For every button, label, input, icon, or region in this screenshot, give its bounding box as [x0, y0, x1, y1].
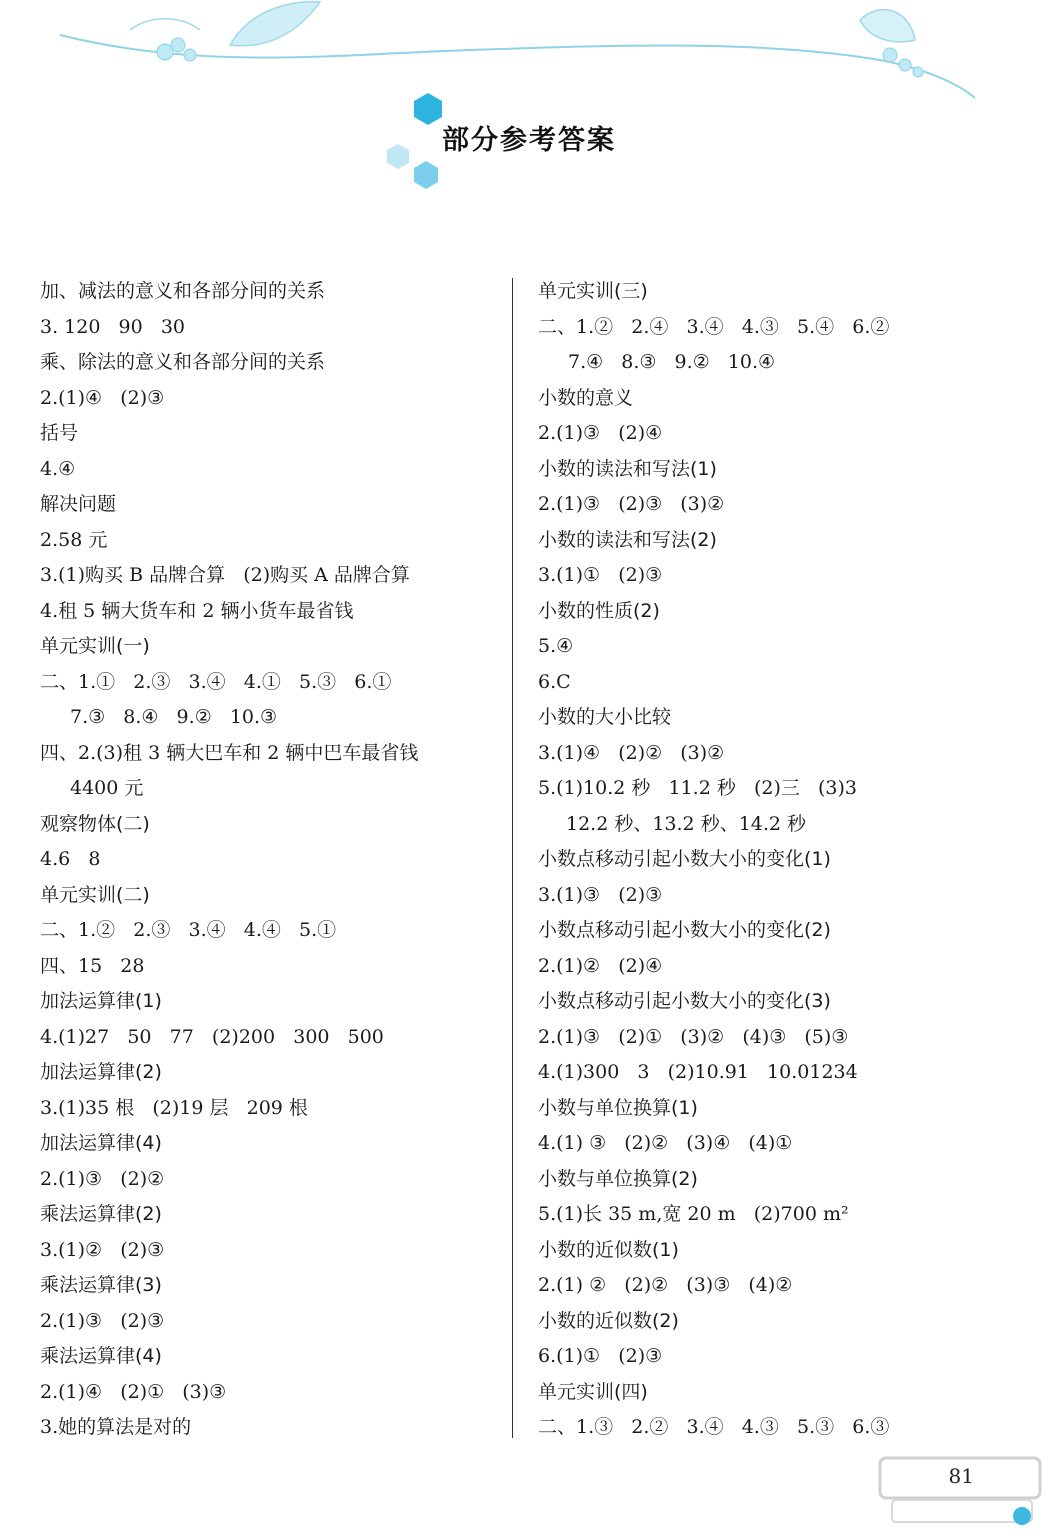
section-heading: 小数与单位换算(2) — [538, 1167, 698, 1190]
section-heading: 观察物体(二) — [40, 812, 150, 835]
section-heading: 小数的近似数(2) — [538, 1309, 679, 1332]
answer-line: 5.(1)10.2 秒 11.2 秒 (2)三 (3)3 — [538, 777, 858, 799]
section-heading: 小数的读法和写法(1) — [538, 457, 717, 480]
answer-line: 4.租 5 辆大货车和 2 辆小货车最省钱 — [40, 599, 354, 622]
answer-line: 2.(1)③ (2)③ (3)② — [538, 493, 725, 515]
answer-line: 7.③ 8.④ 9.② 10.③ — [70, 706, 278, 728]
section-heading: 加法运算律(2) — [40, 1061, 162, 1083]
section-heading: 小数点移动引起小数大小的变化(1) — [538, 848, 831, 870]
section-heading: 加、减法的意义和各部分间的关系 — [40, 280, 326, 302]
section-heading: 小数的近似数(1) — [538, 1238, 679, 1261]
section-heading: 单元实训(二) — [40, 883, 150, 906]
answer-line: 3.(1)③ (2)③ — [538, 883, 663, 906]
answer-line: 二、1.② 2.④ 3.④ 4.③ 5.④ 6.② — [538, 315, 890, 338]
section-heading: 单元实训(四) — [538, 1380, 648, 1403]
section-heading: 解决问题 — [40, 493, 117, 515]
answer-line: 7.④ 8.③ 9.② 10.④ — [568, 351, 776, 373]
answer-line: 四、15 28 — [40, 954, 145, 977]
watermark-logo — [872, 1450, 1052, 1530]
section-heading: 小数的大小比较 — [538, 706, 672, 728]
section-heading: 加法运算律(4) — [40, 1132, 162, 1154]
answer-line: 2.(1)③ (2)① (3)② (4)③ (5)③ — [538, 1025, 849, 1048]
answer-line: 二、1.② 2.③ 3.④ 4.④ 5.① — [40, 919, 337, 941]
section-heading: 小数点移动引起小数大小的变化(3) — [538, 990, 831, 1012]
section-heading: 加法运算律(1) — [40, 990, 162, 1012]
column-divider — [512, 278, 513, 1438]
section-heading: 乘法运算律(3) — [40, 1274, 162, 1296]
answer-line: 3.(1)35 根 (2)19 层 209 根 — [40, 1096, 308, 1119]
answer-line: 6.C — [538, 670, 571, 693]
answer-line: 3.(1)② (2)③ — [40, 1238, 165, 1261]
page-number: 81 — [948, 1464, 974, 1488]
answer-line: 5.(1)长 35 m,宽 20 m (2)700 m² — [538, 1203, 849, 1225]
answer-line: 二、1.① 2.③ 3.④ 4.① 5.③ 6.① — [40, 670, 392, 693]
answer-line: 二、1.③ 2.② 3.④ 4.③ 5.③ 6.③ — [538, 1416, 890, 1438]
page-title: 部分参考答案 — [442, 125, 616, 156]
section-heading: 小数的读法和写法(2) — [538, 528, 717, 551]
section-heading: 小数与单位换算(1) — [538, 1096, 698, 1119]
answer-line: 2.(1)④ (2)③ — [40, 386, 165, 409]
answer-line: 4.(1) ③ (2)② (3)④ (4)① — [538, 1132, 793, 1154]
answer-line: 2.58 元 — [40, 528, 108, 551]
answer-line: 5.④ — [538, 635, 574, 657]
answer-line: 2.(1)② (2)④ — [538, 954, 663, 977]
section-heading: 单元实训(一) — [40, 635, 150, 657]
answers-right-column — [538, 274, 1018, 1446]
section-heading: 小数点移动引起小数大小的变化(2) — [538, 919, 831, 941]
answer-line: 4.(1)27 50 77 (2)200 300 500 — [40, 1025, 384, 1048]
answer-line: 4.④ — [40, 457, 76, 480]
answer-line: 3.(1)① (2)③ — [538, 564, 663, 586]
answer-line: 2.(1)③ (2)③ — [40, 1309, 165, 1332]
answer-line: 12.2 秒、13.2 秒、14.2 秒 — [566, 812, 807, 835]
section-heading: 乘法运算律(2) — [40, 1203, 162, 1225]
answer-line: 2.(1) ② (2)② (3)③ (4)② — [538, 1274, 793, 1296]
answer-line: 3.(1)④ (2)② (3)② — [538, 741, 725, 764]
section-heading: 乘、除法的意义和各部分间的关系 — [40, 351, 326, 373]
header-decoration — [0, 0, 1058, 200]
answer-line: 4.6 8 — [40, 848, 101, 870]
answer-line: 6.(1)① (2)③ — [538, 1345, 663, 1367]
answer-line: 四、2.(3)租 3 辆大巴车和 2 辆中巴车最省钱 — [40, 741, 419, 764]
answer-line: 4.(1)300 3 (2)10.91 10.01234 — [538, 1061, 858, 1083]
section-heading: 括号 — [40, 422, 79, 444]
answer-line: 3. 120 90 30 — [40, 315, 186, 338]
section-heading: 单元实训(三) — [538, 280, 648, 302]
section-heading: 乘法运算律(4) — [40, 1345, 162, 1367]
section-heading: 小数的性质(2) — [538, 599, 660, 622]
answers-left-column — [40, 274, 500, 1446]
answer-line: 3.她的算法是对的 — [40, 1416, 192, 1438]
answer-line: 3.(1)购买 B 品牌合算 (2)购买 A 品牌合算 — [40, 564, 410, 586]
answer-line: 2.(1)④ (2)① (3)③ — [40, 1380, 227, 1403]
answer-line: 2.(1)③ (2)② — [40, 1167, 165, 1190]
answer-line: 4400 元 — [70, 777, 144, 799]
section-heading: 小数的意义 — [538, 386, 634, 409]
answer-line: 2.(1)③ (2)④ — [538, 422, 663, 444]
